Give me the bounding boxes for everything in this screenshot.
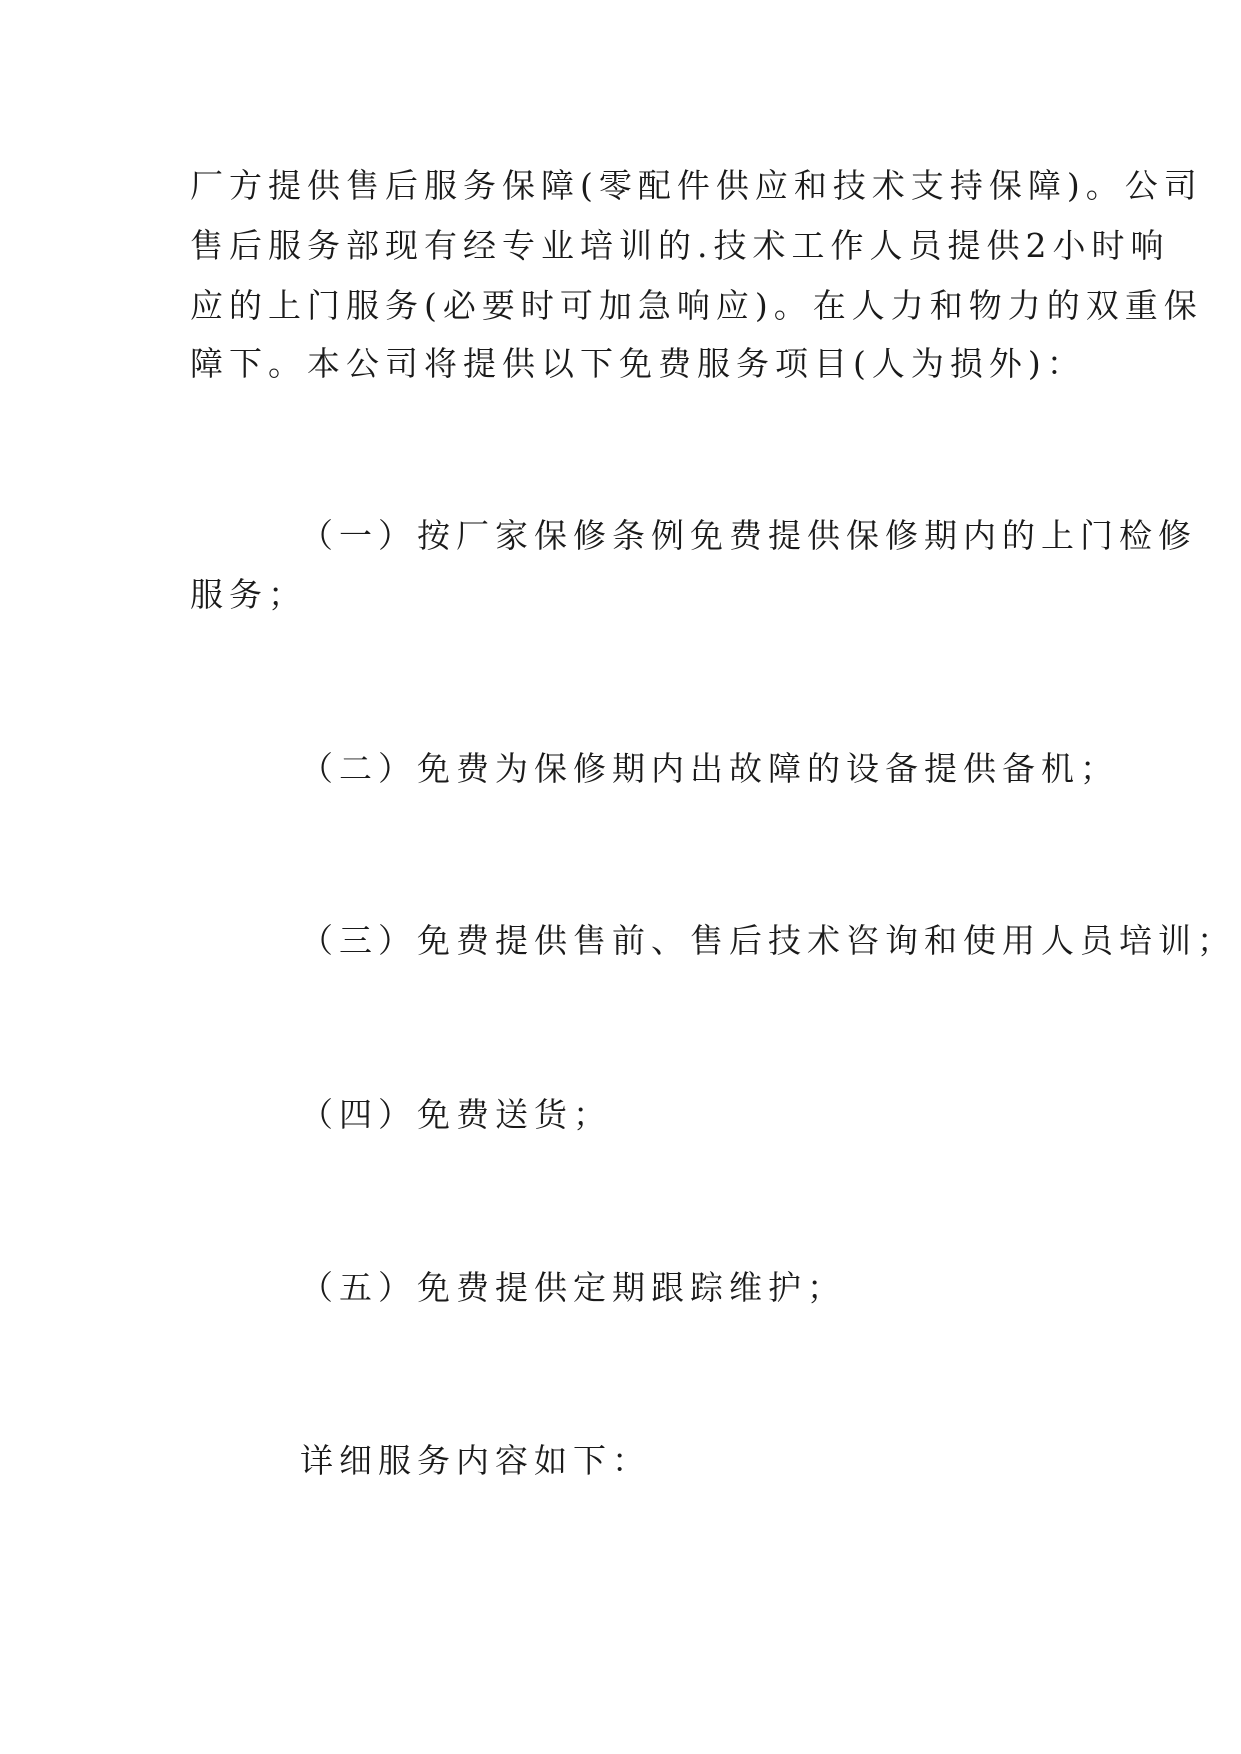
intro-line-1: 厂方提供售后服务保障(零配件供应和技术支持保障)。公司 — [190, 166, 1203, 205]
intro-line-3: 应的上门服务(必要时可加急响应)。在人力和物力的双重保 — [190, 286, 1203, 325]
service-item-2: （二）免费为保修期内出故障的设备提供备机； — [300, 749, 1119, 788]
service-item-1-continuation: 服务； — [190, 575, 307, 614]
service-item-5: （五）免费提供定期跟踪维护； — [300, 1268, 846, 1307]
detail-heading: 详细服务内容如下： — [300, 1441, 651, 1480]
intro-line-4: 障下。本公司将提供以下免费服务项目(人为损外)： — [190, 344, 1086, 383]
service-item-1: （一）按厂家保修条例免费提供保修期内的上门检修 — [300, 516, 1197, 555]
service-item-4: （四）免费送货； — [300, 1095, 612, 1134]
intro-line-2: 售后服务部现有经专业培训的.技术工作人员提供2小时响 — [190, 226, 1170, 265]
service-item-3: （三）免费提供售前、售后技术咨询和使用人员培训； — [300, 921, 1236, 960]
